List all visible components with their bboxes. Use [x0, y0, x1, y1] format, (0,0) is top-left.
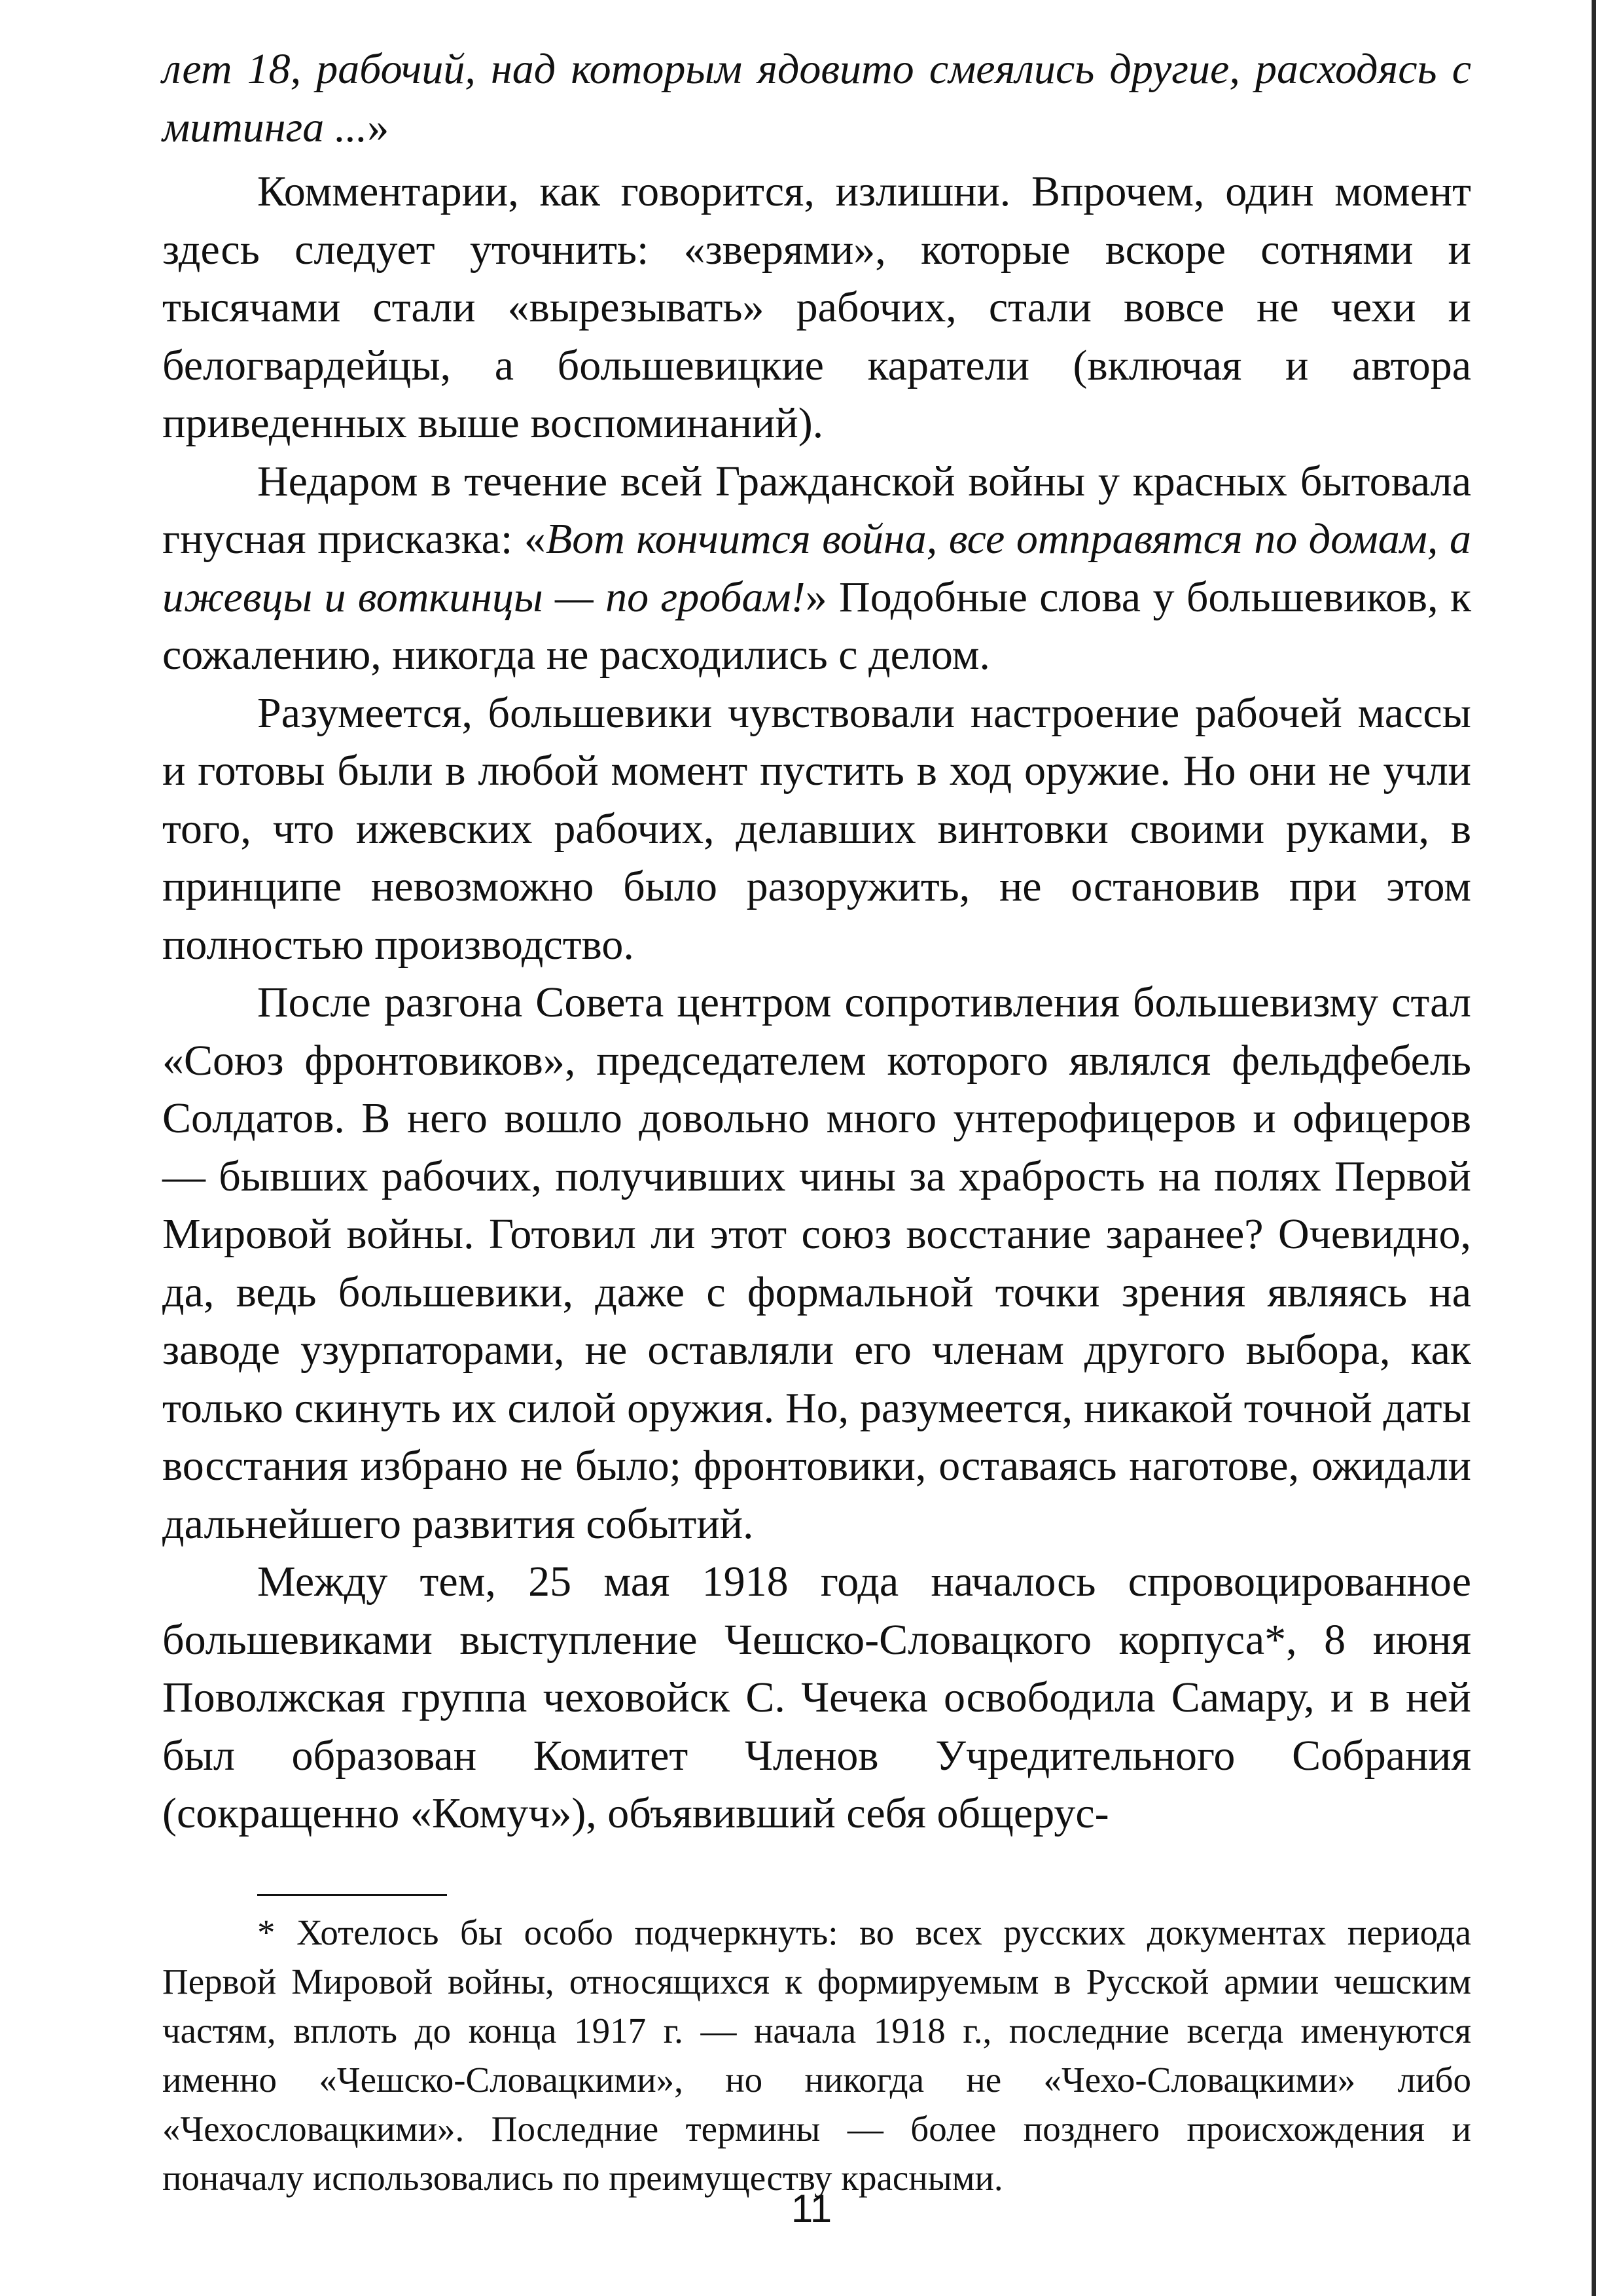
paragraph-4: После разгона Совета центром сопротивления большевизму стал «Союз фронтовиков», председателем которого являлся фельдфебель Солдатов. В него вошло довольно много унтерофицеров и офицеров — бывших рабочих, получивших чины за храбрость на полях Первой Мировой войны. Готовил ли этот союз восстание заранее? Очевидно, да, ведь большевики, даже с формальной точки зрения являясь на заводе узурпаторами, не оставляли его членам другого выбора, как только скинуть их силой оружия. Но, разумеется, никакой точной даты восстания избрано не было; фронтовики, оставаясь наготове, ожидали дальнейшего развития событий. — [162, 978, 1471, 1548]
paragraph-2-end: » Подобные слова у большевиков, к сожалению, никогда не расходились с делом. — [162, 573, 1472, 679]
paragraph-5: Между тем, 25 мая 1918 года началось спровоцированное большевиками выступление Чешско-Словацкого корпуса*, 8 июня Поволжская группа чеховойск С. Чечека освободила Самару, и в ней был образован Комитет Членов Учредительного Собрания (сокращенно «Комуч»), объявивший себя общерус- — [162, 1558, 1471, 1837]
paragraph-2 — [162, 453, 1471, 685]
quote-continuation — [162, 41, 1471, 156]
main-text — [162, 41, 1471, 1843]
page-edge-rule — [1592, 0, 1596, 2296]
paragraph-2-start: Недаром в течение всей Гражданской войны у красных бытовала гнусная присказка: « — [162, 457, 1471, 563]
paragraph-3: Разумеется, большевики чувствовали настроение рабочей массы и готовы были в любой момент пустить в ход оружие. Но они не учли того, что ижевских рабочих, делавших винтовки своими руками, в принципе невозможно было разоружить, не остановив при этом полностью производство. — [162, 689, 1471, 969]
footnote: * Хотелось бы особо подчеркнуть: во всех русских документах периода Первой Мировой войны, относящихся к формируемым в Русской армии чешским частям, вплоть до конца 1917 г. — начала 1918 г., последние всегда именуются именно «Чешско-Словацкими», но никогда не «Чехо-Словацкими» либо «Чехословацкими». Последние термины — более позднего происхождения и поначалу использовались по преимуществу красными. — [162, 1912, 1471, 2198]
paragraph-1: Комментарии, как говорится, излишни. Впрочем, один момент здесь следует уточнить: «зверями», которые вскоре сотнями и тысячами стали «вырезывать» рабочих, стали вовсе не чехи и белогвардейцы, а большевицкие каратели (включая и автора приведенных выше воспоминаний). — [162, 168, 1471, 447]
footnote-separator — [257, 1894, 447, 1896]
paragraph-2-saying: Вот кончится война, все отправятся по домам, а ижевцы и воткинцы — по гробам! — [162, 515, 1471, 621]
quote-close-mark: » — [367, 103, 389, 151]
quote-italic-text: лет 18, рабочий, над которым ядовито смеялись другие, расходясь с митинга ... — [162, 45, 1471, 151]
book-page — [162, 41, 1471, 2240]
page-number: 11 — [791, 2187, 832, 2231]
